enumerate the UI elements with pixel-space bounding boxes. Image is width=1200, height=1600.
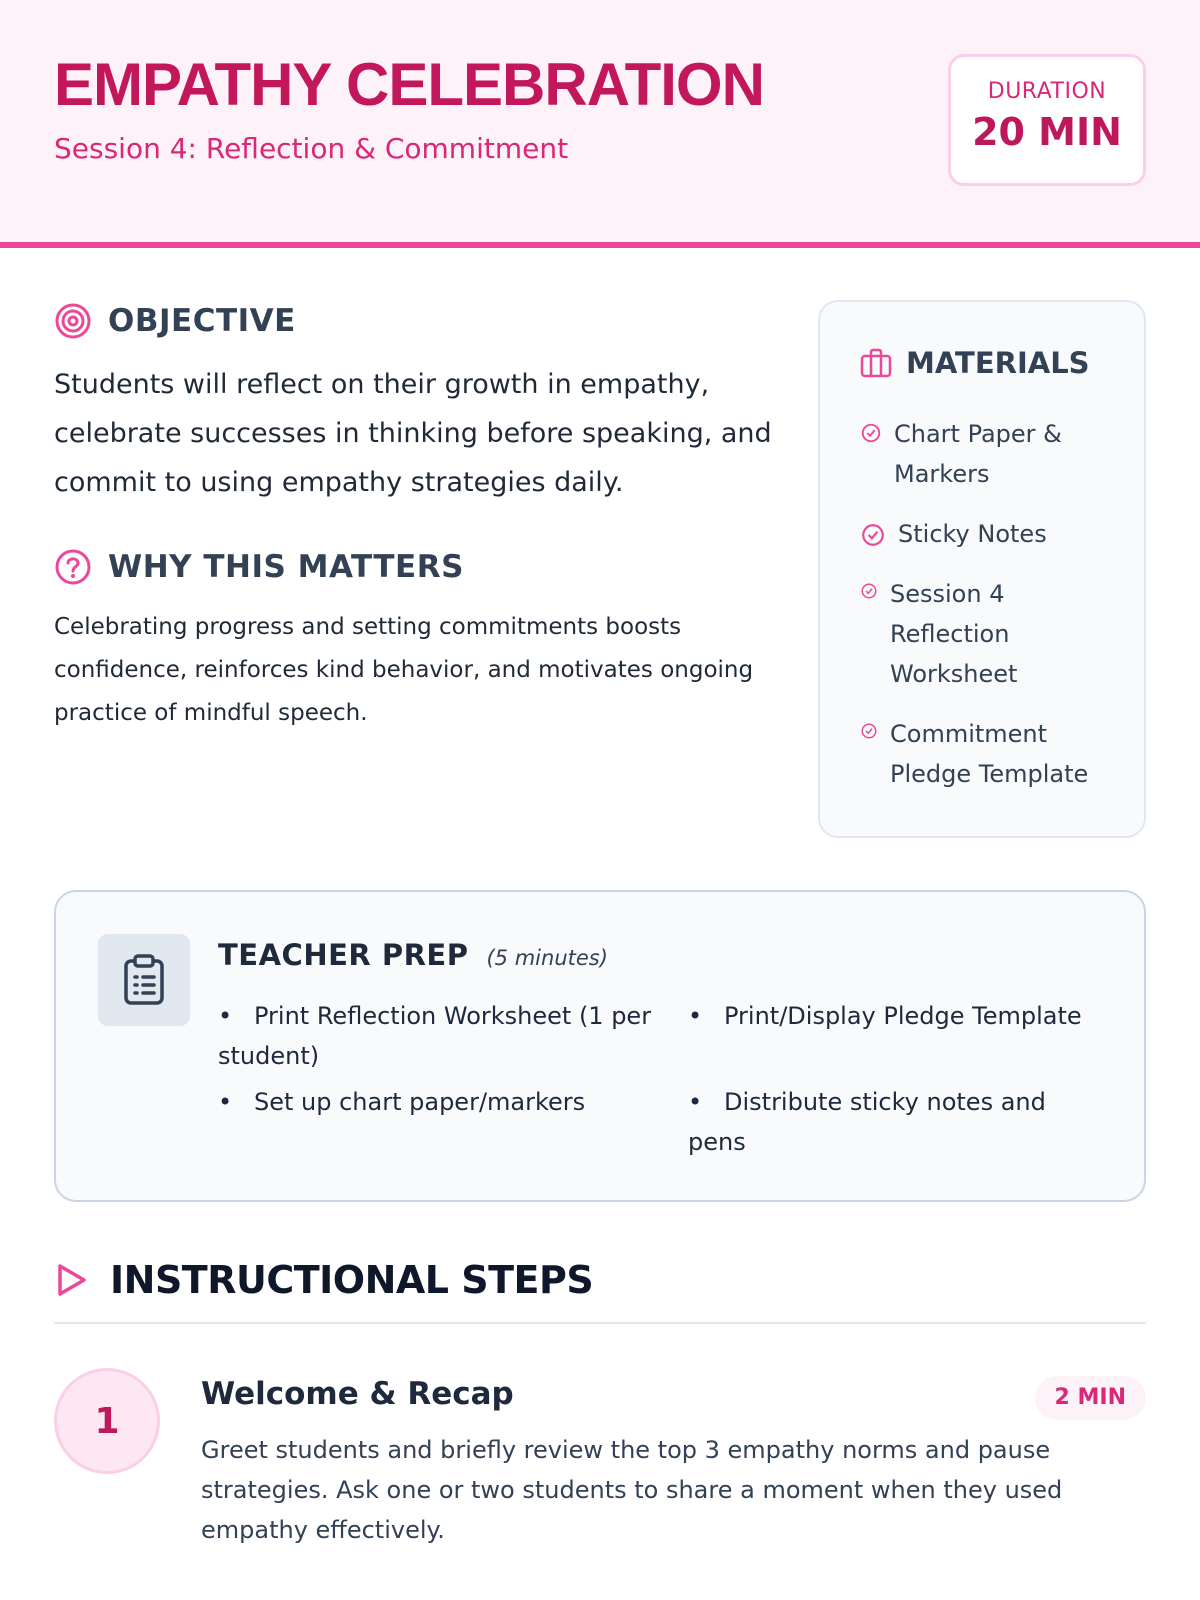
duration-card bbox=[948, 54, 1146, 186]
teacher-prep-note: (5 minutes) bbox=[486, 946, 608, 970]
material-label: Chart Paper & Markers bbox=[894, 420, 1062, 488]
step-item bbox=[54, 1368, 1146, 1548]
bullet: • bbox=[218, 1002, 233, 1030]
list-item bbox=[860, 414, 1130, 494]
prep-label: Distribute sticky notes and pens bbox=[688, 1088, 1046, 1156]
check-circle-icon bbox=[860, 582, 878, 600]
why-heading bbox=[54, 548, 464, 586]
list-item bbox=[860, 714, 1130, 794]
step-number: 1 bbox=[54, 1368, 160, 1474]
check-circle-icon bbox=[860, 722, 878, 740]
list-item bbox=[688, 996, 1108, 1076]
question-circle-icon bbox=[54, 548, 92, 586]
clipboard-icon-box bbox=[98, 934, 190, 1026]
teacher-prep-card bbox=[54, 890, 1146, 1202]
step-title: Welcome & Recap bbox=[201, 1376, 514, 1412]
materials-card bbox=[818, 300, 1146, 838]
material-label: Sticky Notes bbox=[898, 520, 1047, 548]
teacher-prep-list bbox=[218, 996, 1118, 1162]
list-item bbox=[218, 1082, 688, 1162]
header bbox=[0, 0, 1200, 248]
objective-heading bbox=[54, 302, 296, 340]
steps-heading-label: INSTRUCTIONAL STEPS bbox=[110, 1258, 594, 1302]
bullet: • bbox=[688, 1088, 703, 1116]
bullet: • bbox=[688, 1002, 703, 1030]
target-icon bbox=[54, 302, 92, 340]
check-circle-icon bbox=[860, 522, 886, 548]
why-heading-label: WHY THIS MATTERS bbox=[108, 549, 464, 585]
teacher-prep-title: TEACHER PREP bbox=[218, 938, 469, 972]
step-text: Greet students and briefly review the top 3 empathy norms and pause strategies. Ask one or two students to share a moment when they used empathy effectively. bbox=[201, 1436, 1063, 1544]
list-item bbox=[860, 514, 1130, 554]
material-label: Session 4 Reflection Worksheet bbox=[890, 580, 1018, 688]
materials-heading-label: MATERIALS bbox=[906, 346, 1090, 380]
page-subtitle: Session 4: Reflection & Commitment bbox=[54, 132, 569, 165]
page-title: EMPATHY CELEBRATION bbox=[54, 51, 764, 118]
material-label: Commitment Pledge Template bbox=[890, 720, 1089, 788]
prep-label: Print Reflection Worksheet (1 per student) bbox=[218, 1002, 652, 1070]
objective-heading-label: OBJECTIVE bbox=[108, 303, 296, 339]
steps-heading bbox=[54, 1258, 1146, 1324]
materials-heading bbox=[860, 346, 1090, 380]
clipboard-icon bbox=[122, 954, 166, 1006]
list-item bbox=[688, 1082, 1108, 1162]
step-duration-badge: 2 MIN bbox=[1035, 1376, 1146, 1420]
check-circle-icon bbox=[860, 422, 882, 444]
teacher-prep-heading bbox=[218, 938, 608, 972]
why-text: Celebrating progress and setting commitments boosts confidence, reinforces kind behavior, and motivates ongoing practice of mindful speech. bbox=[54, 614, 754, 726]
bullet: • bbox=[218, 1088, 233, 1116]
prep-label: Print/Display Pledge Template bbox=[724, 1002, 1082, 1030]
duration-value: 20 MIN bbox=[972, 110, 1122, 154]
play-icon bbox=[54, 1262, 88, 1298]
briefcase-icon bbox=[860, 348, 892, 378]
list-item bbox=[218, 996, 688, 1076]
list-item bbox=[860, 574, 1130, 694]
duration-label: DURATION bbox=[987, 79, 1107, 104]
materials-list bbox=[860, 414, 1130, 814]
prep-label: Set up chart paper/markers bbox=[254, 1088, 586, 1116]
objective-text: Students will reflect on their growth in empathy, celebrate successes in thinking before speaking, and commit to using empathy strategies daily. bbox=[54, 369, 772, 498]
